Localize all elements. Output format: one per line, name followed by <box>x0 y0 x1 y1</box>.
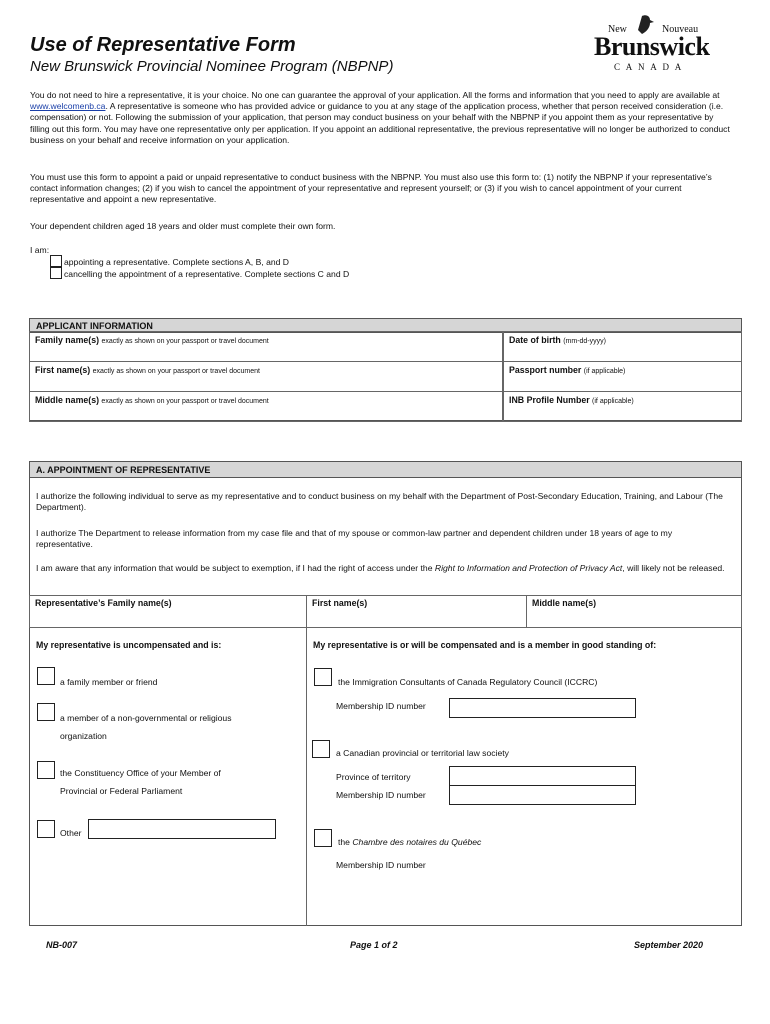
iccrc-membership-input[interactable] <box>449 698 636 718</box>
appoint-checkbox[interactable] <box>50 255 62 267</box>
family-friend-checkbox[interactable] <box>37 667 55 685</box>
applicant-first-name-field[interactable] <box>29 361 503 392</box>
law-membership-label: Membership ID number <box>336 790 426 800</box>
applicant-passport-field[interactable] <box>503 361 742 392</box>
logo-canada: C A N A D A <box>614 62 684 72</box>
dob-note: (mm-dd-yyyy) <box>563 338 606 345</box>
other-input[interactable] <box>88 819 276 839</box>
family-name-label: Family name(s) <box>35 335 100 345</box>
compensated-heading: My representative is or will be compensated and is a member in good standing of: <box>313 640 657 650</box>
family-name-note: exactly as shown on your passport or travel document <box>101 338 269 345</box>
form-subtitle: New Brunswick Provincial Nominee Program (NBPNP) <box>30 58 394 75</box>
section-a-paragraph-1: I authorize the following individual to serve as my representative and to conduct business on my behalf with the Department of Post-Secondary Education, Training, and Labour (The Department). <box>36 491 723 513</box>
p3-text-b: , will likely not be released. <box>622 563 725 573</box>
intro-paragraph-1 <box>30 90 730 146</box>
ngo-checkbox[interactable] <box>37 703 55 721</box>
passport-label: Passport number <box>509 365 582 375</box>
chambre-notaires-label <box>338 837 481 847</box>
iccrc-checkbox[interactable] <box>314 668 332 686</box>
chambre-prefix: the <box>338 837 353 847</box>
rep-middle-label: Middle name(s) <box>532 598 597 608</box>
p3-text-a: I am aware that any information that would be subject to exemption, if I had the right of access under the <box>36 563 435 573</box>
compensation-column-divider <box>306 628 307 926</box>
new-brunswick-logo <box>590 12 730 74</box>
applicant-middle-name-field[interactable] <box>29 391 503 422</box>
iccrc-label: the Immigration Consultants of Canada Regulatory Council (ICCRC) <box>338 677 598 687</box>
applicant-section-heading: APPLICANT INFORMATION <box>30 319 741 333</box>
cancel-option-label: cancelling the appointment of a representative. Complete sections C and D <box>64 269 350 279</box>
rep-first-name-field[interactable] <box>306 595 527 628</box>
inb-note: (if applicable) <box>592 398 634 405</box>
ngo-label-line-1: a member of a non-governmental or religious <box>60 713 232 723</box>
chambre-name: Chambre des notaires du Québec <box>352 837 482 847</box>
section-a-heading: A. APPOINTMENT OF REPRESENTATIVE <box>30 462 741 478</box>
i-am-label: I am: <box>30 245 50 255</box>
rep-family-name-field[interactable] <box>29 595 307 628</box>
ngo-label-line-2: organization <box>60 731 107 741</box>
dob-label: Date of birth <box>509 335 561 345</box>
law-society-checkbox[interactable] <box>312 740 330 758</box>
middle-name-label: Middle name(s) <box>35 395 100 405</box>
middle-name-note: exactly as shown on your passport or travel document <box>101 398 269 405</box>
applicant-dob-field[interactable] <box>503 331 742 362</box>
form-date: September 2020 <box>634 940 704 950</box>
province-label: Province of territory <box>336 772 411 782</box>
passport-note: (if applicable) <box>583 368 626 375</box>
intro-p1-text-a: You do not need to hire a representative, it is your choice. No one can guarantee the approval of your application. All the forms and information that you need to apply are available at <box>30 90 720 100</box>
applicant-family-name-field[interactable] <box>29 331 503 362</box>
other-checkbox[interactable] <box>37 820 55 838</box>
constituency-office-checkbox[interactable] <box>37 761 55 779</box>
section-a-paragraph-2: I authorize The Department to release information from my case file and that of my spouse or common-law partner and dependent children under 18 years of age to my representative. <box>36 528 673 550</box>
intro-p1-text-b: . A representative is someone who has provided advice or guidance to you at any stage of the application process, whether that person received consideration (i.e. compensation) or not. Following the submission of your application, that person may conduct business on your behalf with the NBPNP if you appoint them as your representative by filling out this form. You may have one representative only per application. If you appoint an additional representative, the previous representative will no longer be authorized to conduct business on your behalf and receive information on your application. <box>30 101 730 145</box>
other-label: Other <box>60 828 82 838</box>
first-name-note: exactly as shown on your passport or travel document <box>92 368 260 375</box>
constituency-label-line-1: the Constituency Office of your Member of <box>60 768 221 778</box>
page-number: Page 1 of 2 <box>350 940 398 950</box>
iccrc-membership-label: Membership ID number <box>336 701 426 711</box>
intro-paragraph-3: Your dependent children aged 18 years and older must complete their own form. <box>30 221 336 231</box>
intro-paragraph-2: You must use this form to appoint a paid or unpaid representative to conduct business with the NBPNP. You must also use this form to: (1) notify the NBPNP if your representative’s contact information changes; (2) if you wish to cancel the appointment of your representative and represent yourself; or (3) if you wish to cancel appointment of your current representative and appoint a new representative. <box>30 172 712 205</box>
chambre-membership-label: Membership ID number <box>336 860 426 870</box>
first-name-label: First name(s) <box>35 365 91 375</box>
logo-new: New <box>608 24 627 35</box>
section-a-paragraph-3 <box>36 563 726 574</box>
constituency-label-line-2: Provincial or Federal Parliament <box>60 786 183 796</box>
logo-nouveau: Nouveau <box>662 24 699 35</box>
applicant-inb-field[interactable] <box>503 391 742 422</box>
law-membership-input[interactable] <box>449 785 636 805</box>
law-society-label: a Canadian provincial or territorial law society <box>336 748 509 758</box>
chambre-notaires-checkbox[interactable] <box>314 829 332 847</box>
appoint-option-label: appointing a representative. Complete sections A, B, and D <box>64 257 290 267</box>
uncompensated-heading: My representative is uncompensated and is: <box>36 640 222 650</box>
p3-act-name: Right to Information and Protection of Privacy Act <box>434 563 623 573</box>
form-code: NB-007 <box>46 940 78 950</box>
rep-family-label: Representative’s Family name(s) <box>35 598 172 608</box>
province-input[interactable] <box>449 766 636 786</box>
rep-first-label: First name(s) <box>312 598 368 608</box>
cancel-checkbox[interactable] <box>50 267 62 279</box>
rep-middle-name-field[interactable] <box>526 595 742 628</box>
inb-label: INB Profile Number <box>509 395 590 405</box>
welcomenb-link[interactable]: www.welcomenb.ca <box>30 101 106 112</box>
family-friend-label: a family member or friend <box>60 677 158 687</box>
form-title: Use of Representative Form <box>30 34 296 56</box>
logo-brunswick: Brunswick <box>594 32 710 61</box>
